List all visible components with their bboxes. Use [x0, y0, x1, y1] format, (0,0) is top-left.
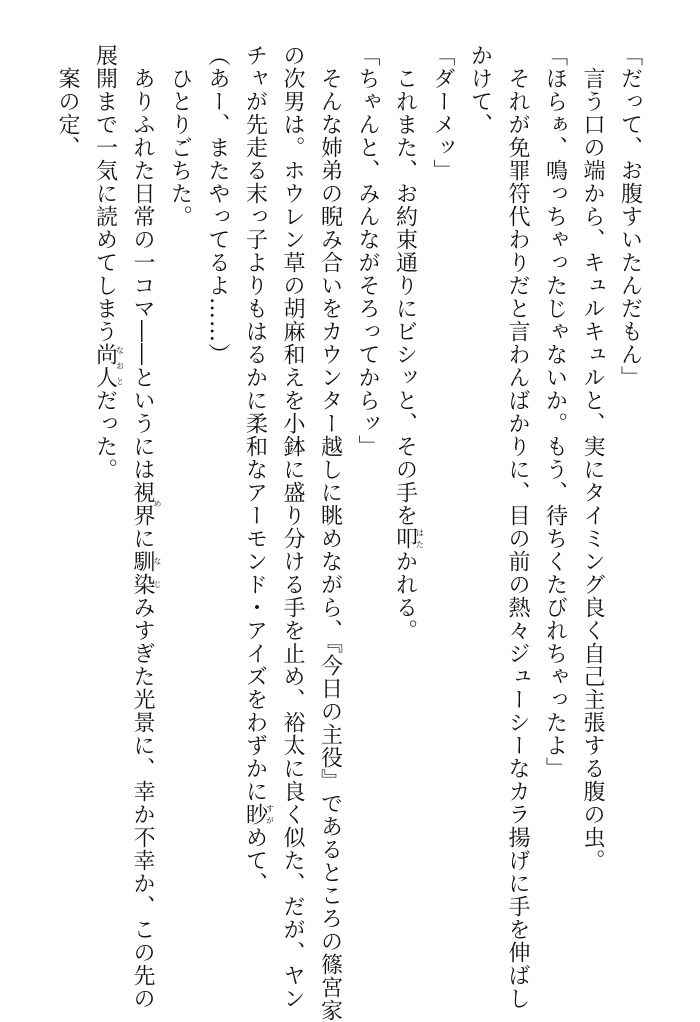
text-run: 「ほらぁ、鳴っちゃったじゃないか。もう、待ちくたびれちゃったよ」 — [542, 44, 568, 780]
ruby-base: 視界 — [130, 481, 155, 527]
text-run: （あー、またやってるよ……） — [205, 44, 230, 366]
text-run: みすぎた光景に、幸か不幸か、この先の — [130, 596, 155, 1010]
text-column — [581, 44, 603, 1004]
ruby-reading: すが — [265, 803, 275, 826]
ruby-base: 馴染 — [130, 550, 155, 596]
text-column — [394, 44, 425, 1004]
text-run: 「ダーメッ」 — [430, 44, 455, 182]
text-run: ひとりごちた。 — [167, 44, 193, 228]
text-column — [206, 44, 228, 1004]
text-run: 「だって、お腹すいたんだもん」 — [617, 44, 643, 389]
text-column — [280, 44, 305, 1010]
text-column — [169, 44, 191, 1004]
text-run: めて、 — [242, 826, 268, 895]
ruby-base: 眇 — [242, 803, 268, 826]
text-run: これまた、お約束通りにビシッと、その手を — [392, 44, 418, 527]
text-column — [505, 44, 530, 1010]
ruby-word — [130, 550, 162, 596]
text-run: だった。 — [92, 389, 118, 481]
ruby-word — [130, 481, 162, 527]
text-column — [469, 44, 491, 1004]
text-run: かけて、 — [467, 44, 493, 136]
ruby-base: 叩 — [392, 527, 418, 550]
text-column — [619, 44, 641, 1004]
text-column — [356, 44, 378, 1004]
text-run: 展開まで一気に読めてしまう — [92, 44, 118, 343]
text-run: かれる。 — [392, 550, 418, 642]
text-column — [56, 44, 78, 1004]
text-column — [94, 44, 125, 1004]
text-run: ありふれた日常の一コマ――というには — [130, 44, 155, 481]
text-run: チャが先走る末っ子よりもはるかに柔和なアーモンド・アイズをわずかに — [242, 44, 268, 803]
ruby-word — [242, 803, 275, 826]
ruby-word — [392, 527, 425, 550]
ruby-reading: め — [153, 481, 162, 527]
ruby-reading: なじ — [153, 550, 162, 596]
text-column — [544, 44, 566, 1004]
ruby-base: 尚人 — [92, 343, 118, 389]
text-run: 「ちゃんと、みんながそろってからッ」 — [355, 44, 380, 458]
text-run: 案の定、 — [55, 44, 80, 159]
text-column — [431, 44, 453, 1004]
ruby-word — [92, 343, 125, 389]
ruby-reading: なおと — [115, 343, 125, 389]
text-column — [244, 44, 275, 1004]
text-run: それが免罪符代わりだと言わんばかりに、目の前の熱々ジューシーなカラ揚げに手を伸ばし — [505, 44, 530, 1010]
text-run: そんな姉弟の睨み合いをカウンター越しに眺めながら、『今日の主役』であるところの篠宮家 — [317, 44, 343, 1022]
text-column — [317, 44, 343, 1022]
text-run: 言う口の端から、キュルキュルと、実にタイミング良く自己主張する腹の虫。 — [580, 44, 605, 872]
text-column — [130, 44, 162, 1010]
text-run: に — [130, 527, 155, 550]
text-run: の次男は。ホウレン草の胡麻和えを小鉢に盛り分ける手を止め、裕太に良く似た、だが、ヤン — [280, 44, 305, 1010]
ruby-reading: はた — [415, 527, 425, 550]
